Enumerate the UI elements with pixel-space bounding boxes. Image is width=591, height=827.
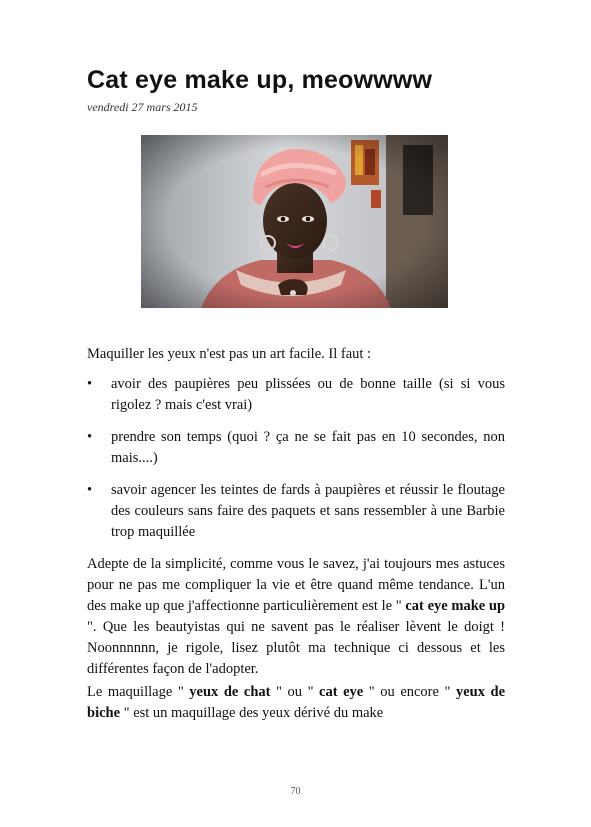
paragraph-text: " est un maquillage des yeux dérivé du make — [123, 705, 384, 721]
paragraph-text: Le maquillage " — [87, 684, 184, 700]
bullet-icon: • — [87, 376, 93, 392]
paragraph-text: " ou " — [276, 684, 314, 700]
tips-list — [87, 374, 505, 543]
list-item — [87, 374, 505, 416]
list-item-text: savoir agencer les teintes de fards à paupières et réussir le floutage des couleurs sans faire des paquets et sans ressembler à une Barbie trop maquillée — [111, 482, 505, 540]
paragraph-simplicity — [87, 554, 505, 680]
paragraph-definition — [87, 682, 505, 724]
article-body — [87, 344, 505, 724]
post-title: Cat eye make up, meowwww — [87, 66, 433, 94]
list-item-text: avoir des paupières peu plissées ou de bonne taille (si si vous rigolez ? mais c'est vrai) — [111, 376, 505, 413]
list-item-text: prendre son temps (quoi ? ça ne se fait pas en 10 secondes, non mais....) — [111, 429, 505, 466]
list-item — [87, 427, 505, 469]
bold-term: cat eye — [319, 684, 364, 700]
page-number: 70 — [290, 786, 301, 797]
bullet-icon: • — [87, 482, 93, 498]
bullet-icon: • — [87, 429, 93, 445]
paragraph-text: " ou encore " — [368, 684, 451, 700]
post-date: vendredi 27 mars 2015 — [87, 100, 198, 114]
bold-term: cat eye make up — [405, 598, 506, 614]
bold-term: yeux de chat — [189, 684, 271, 700]
bold-term: yeux de biche — [87, 684, 506, 721]
paragraph-text: Adepte de la simplicité, comme vous le savez, j'ai toujours mes astuces pour ne pas me compliquer la vie et être quand même tendance. L'un des make up que j'affectionne particulièrement est le " — [87, 556, 505, 614]
paragraph-text: ". Que les beautyistas qui ne savent pas le réaliser lèvent le doigt ! Noonnnnnn, je rigole, lisez plutôt ma technique ci dessous et les différentes façon de l'adopter. — [87, 619, 505, 677]
list-item — [87, 480, 505, 543]
portrait-photo-icon — [141, 135, 448, 308]
portrait-photo — [141, 135, 448, 308]
intro-paragraph: Maquiller les yeux n'est pas un art facile. Il faut : — [87, 346, 372, 362]
